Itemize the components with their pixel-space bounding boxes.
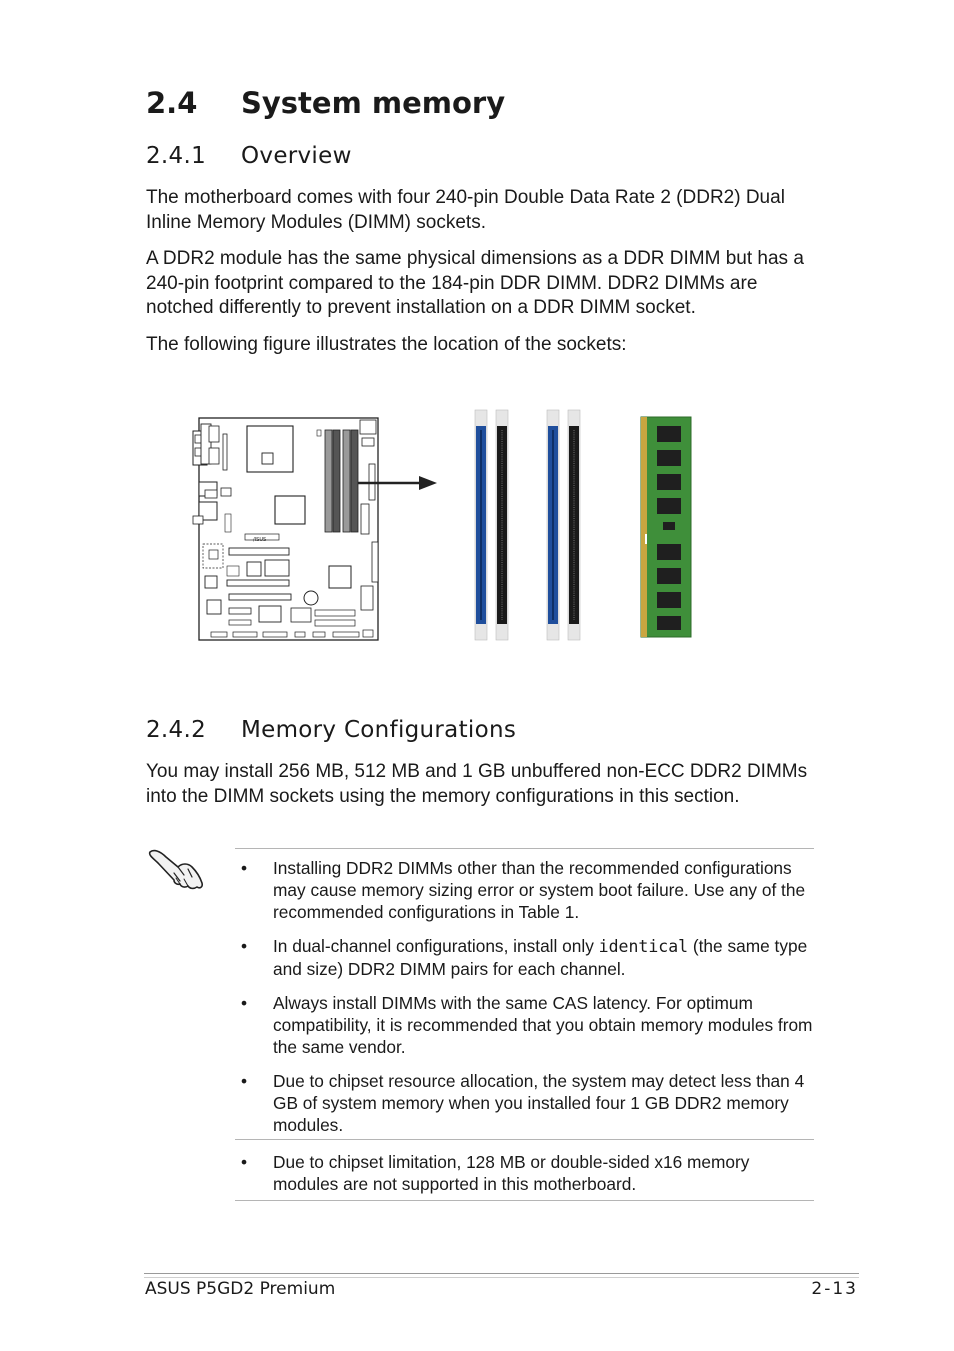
note-text-emphasis: identical bbox=[598, 937, 689, 956]
note-text: Due to chipset limitation, 128 MB or double-sided x16 memory modules are not supported in this motherboard. bbox=[273, 1152, 750, 1194]
note-item bbox=[235, 935, 814, 980]
section-number: 2.4 bbox=[146, 86, 198, 120]
footer-page-number: 2-13 bbox=[811, 1279, 858, 1299]
note-middle-rule bbox=[235, 1139, 814, 1140]
section-title bbox=[146, 86, 505, 120]
configs-intro: You may install 256 MB, 512 MB and 1 GB unbuffered non-ECC DDR2 DIMMs into the DIMM sockets using the memory configurations in this section. bbox=[146, 761, 808, 807]
bullet: • bbox=[241, 858, 248, 878]
overview-paragraph-3: The following figure illustrates the location of the sockets: bbox=[146, 334, 627, 355]
section-title-text: System memory bbox=[241, 86, 506, 120]
motherboard-layout bbox=[193, 418, 378, 640]
hand-pointer-icon bbox=[144, 843, 208, 895]
note-text: Installing DDR2 DIMMs other than the recommended configurations may cause memory sizing error or system boot failure. Use any of the recommended configurations in Table 1. bbox=[273, 858, 806, 922]
bullet: • bbox=[241, 1152, 248, 1172]
bullet: • bbox=[241, 993, 248, 1013]
bullet: • bbox=[241, 1071, 248, 1091]
bullet: • bbox=[241, 936, 248, 956]
note-item bbox=[235, 857, 814, 923]
configs-heading bbox=[146, 717, 516, 743]
note-text: Always install DIMMs with the same CAS latency. For optimum compatibility, it is recommended that you obtain memory modules from the same vendor. bbox=[273, 993, 813, 1057]
note-list bbox=[235, 857, 814, 1148]
overview-paragraph-2: A DDR2 module has the same physical dimensions as a DDR DIMM but has a 240-pin footprint compared to the 184-pin DDR DIMM. DDR2 DIMMs are notched differently to prevent installation on a DDR DIMM socket. bbox=[146, 248, 804, 318]
note-text: Due to chipset resource allocation, the system may detect less than 4 GB of system memory when you installed four 1 GB DDR2 memory modules. bbox=[273, 1071, 805, 1135]
note-item bbox=[235, 992, 814, 1058]
overview-paragraph-1: The motherboard comes with four 240-pin Double Data Rate 2 (DDR2) Dual Inline Memory Modules (DIMM) sockets. bbox=[146, 187, 785, 233]
overview-number: 2.4.1 bbox=[146, 143, 207, 169]
overview-title: Overview bbox=[241, 143, 352, 169]
note-text-pre: In dual-channel configurations, install only bbox=[273, 936, 599, 956]
configs-title: Memory Configurations bbox=[241, 717, 517, 743]
dimm-socket-location-figure bbox=[185, 398, 705, 648]
overview-heading bbox=[146, 143, 352, 169]
note-extra-list bbox=[235, 1151, 814, 1207]
note-item bbox=[235, 1070, 814, 1136]
note-top-rule bbox=[235, 848, 814, 849]
footer-product-name: ASUS P5GD2 Premium bbox=[145, 1279, 336, 1299]
dimm-socket-closeup bbox=[475, 410, 580, 640]
ddr2-module bbox=[641, 417, 691, 637]
footer-rule bbox=[144, 1273, 859, 1278]
board-logo: /ISUS bbox=[253, 537, 267, 543]
note-bottom-rule bbox=[235, 1200, 814, 1201]
note-item bbox=[235, 1151, 814, 1195]
configs-number: 2.4.2 bbox=[146, 717, 207, 743]
note-text-post: (the same type and size) DDR2 DIMM pairs for each channel. bbox=[273, 936, 808, 979]
